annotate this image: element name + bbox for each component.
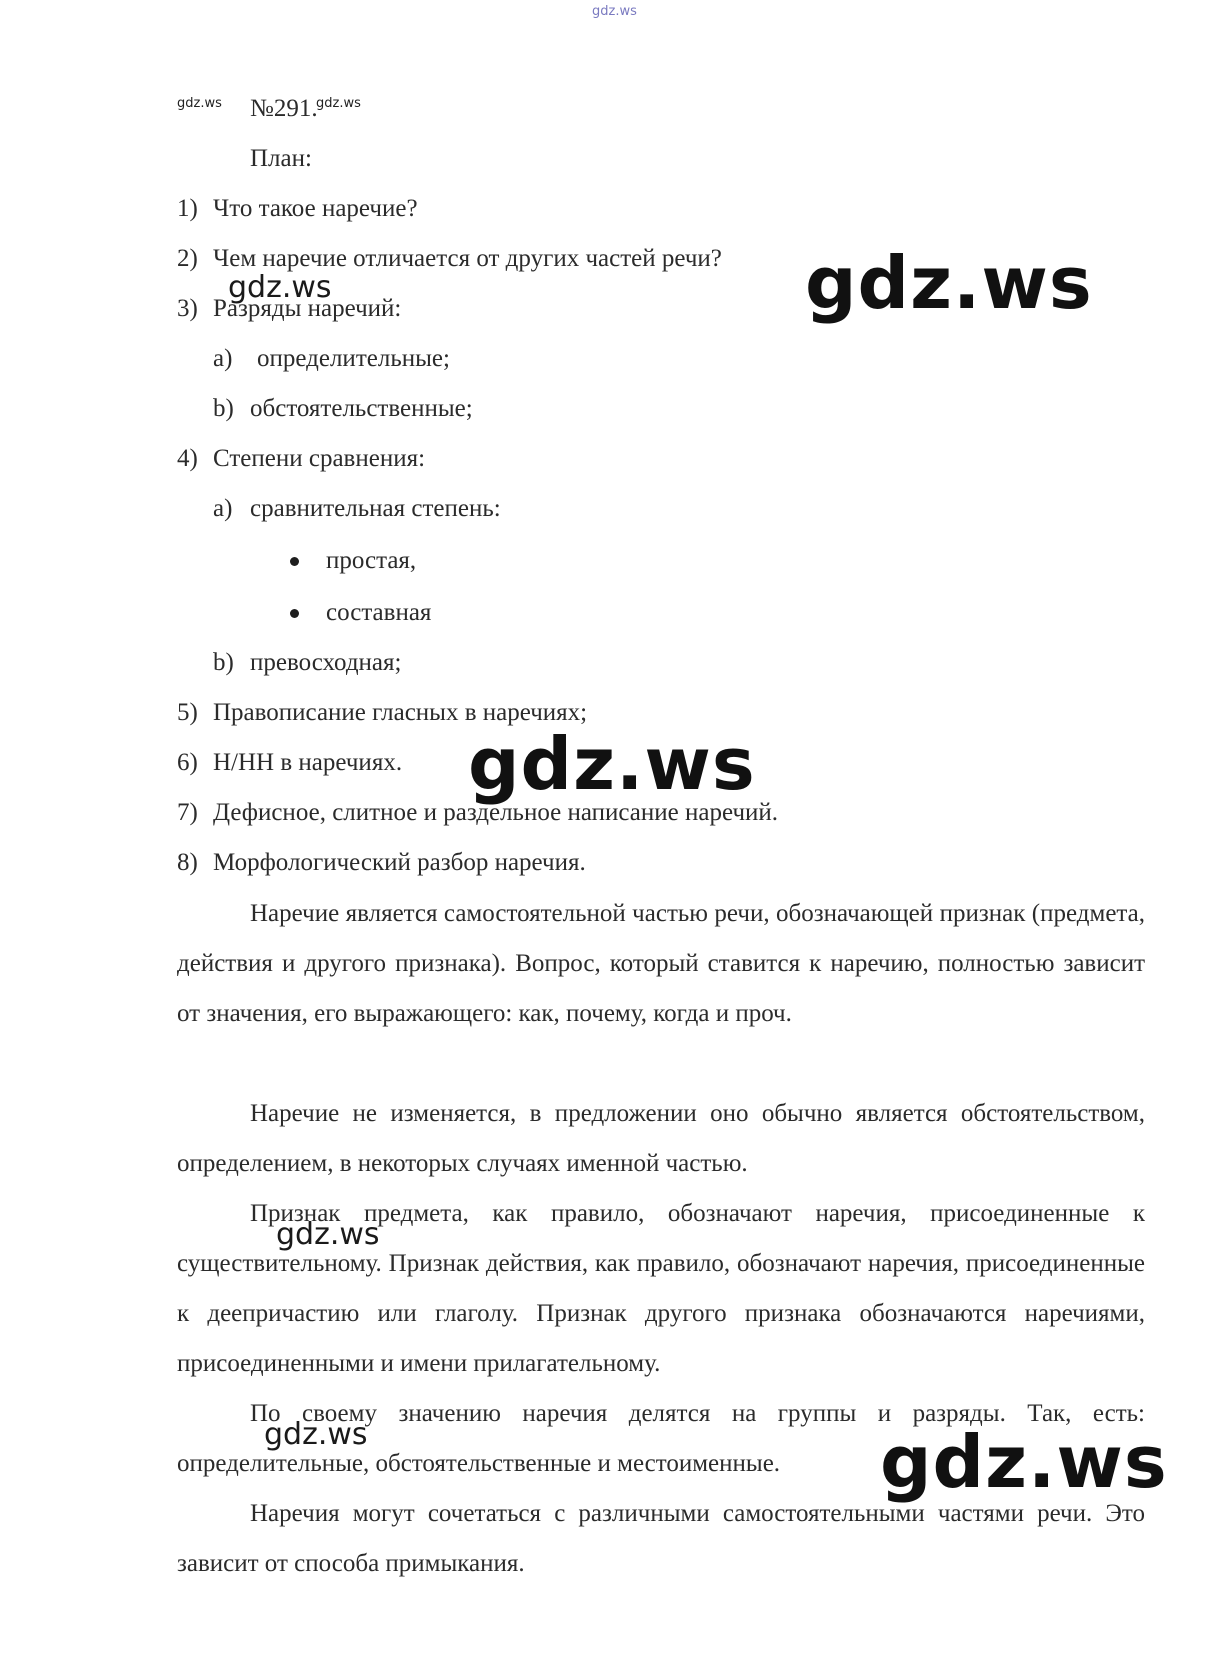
- watermark-small-left: gdz.ws: [177, 96, 222, 111]
- plan-item-7: [177, 797, 779, 829]
- paragraph-4: По своему значению наречия делятся на группы и разряды. Так, есть: определительные, обстоятельственные и местоименные.: [177, 1400, 1145, 1477]
- plan-item-text: Чем наречие отличается от других частей речи?: [213, 245, 722, 272]
- plan-item-number: 8): [177, 849, 198, 876]
- watermark-top: gdz.ws: [592, 4, 637, 19]
- paragraph-3: Признак предмета, как правило, обозначают наречия, присоединенные к существительному. Признак действия, как правило, обозначают наречия, присоединенные к деепричастию или глаголу. Признак другого признака обозначаются наречиями, присоединенными и имени прилагательному.: [177, 1200, 1145, 1377]
- plan-bullet-1: простая,: [326, 547, 417, 574]
- plan-item-text: обстоятельственные;: [250, 395, 473, 422]
- watermark-mid-1: gdz.ws: [228, 270, 332, 305]
- paragraph-1: Наречие является самостоятельной частью речи, обозначающей признак (предмета, действия и другого признака). Вопрос, который ставится к наречию, полностью зависит от значения, его выражающего: как, почему, когда и проч.: [177, 900, 1145, 1027]
- plan-item-text: сравнительная степень:: [250, 495, 501, 522]
- plan-item-text: Разряды наречий:: [213, 295, 402, 322]
- watermark-small-right: gdz.ws: [316, 96, 361, 111]
- plan-item-1: [177, 193, 418, 225]
- plan-item-number: 7): [177, 799, 198, 826]
- plan-item-4b: [213, 647, 402, 679]
- plan-item-5: [177, 697, 588, 729]
- plan-item-number: 2): [177, 245, 198, 272]
- plan-item-number: 3): [177, 295, 198, 322]
- watermark-big-1: gdz.ws: [805, 241, 1093, 325]
- bullet-icon: [290, 557, 299, 566]
- bullet-icon: [290, 609, 299, 618]
- plan-item-text: определительные;: [257, 345, 450, 372]
- plan-item-4: [177, 443, 426, 475]
- plan-item-number: 6): [177, 749, 198, 776]
- plan-heading: План:: [250, 145, 312, 172]
- plan-item-8: [177, 847, 586, 879]
- plan-item-letter: b): [213, 649, 234, 676]
- plan-item-number: 1): [177, 195, 198, 222]
- paragraph-5: Наречия могут сочетаться с различными самостоятельными частями речи. Это зависит от способа примыкания.: [177, 1500, 1145, 1577]
- plan-item-2: [177, 243, 722, 275]
- plan-item-6: [177, 747, 403, 779]
- plan-item-3a: [213, 343, 450, 375]
- watermark-mid-3: gdz.ws: [264, 1417, 368, 1452]
- plan-item-number: 4): [177, 445, 198, 472]
- task-number: №291.: [250, 95, 318, 122]
- plan-item-text: Что такое наречие?: [213, 195, 418, 222]
- plan-item-text: Морфологический разбор наречия.: [213, 849, 586, 876]
- watermark-mid-2: gdz.ws: [276, 1217, 380, 1252]
- plan-item-letter: a): [213, 345, 233, 372]
- plan-item-letter: a): [213, 495, 233, 522]
- watermark-big-2: gdz.ws: [468, 722, 756, 806]
- paragraph-2: Наречие не изменяется, в предложении оно обычно является обстоятельством, определением, в некоторых случаях именной частью.: [177, 1100, 1145, 1177]
- plan-item-text: превосходная;: [250, 649, 402, 676]
- plan-item-text: Дефисное, слитное и раздельное написание наречий.: [213, 799, 779, 826]
- plan-item-letter: b): [213, 395, 234, 422]
- plan-item-text: Н/НН в наречиях.: [213, 749, 403, 776]
- plan-item-3b: [213, 393, 473, 425]
- plan-bullet-2: составная: [326, 599, 432, 626]
- plan-item-text: Степени сравнения:: [213, 445, 426, 472]
- plan-item-4a: [213, 493, 501, 525]
- watermark-big-3: gdz.ws: [880, 1420, 1168, 1504]
- plan-item-text: Правописание гласных в наречиях;: [213, 699, 588, 726]
- plan-item-number: 5): [177, 699, 198, 726]
- plan-item-3: [177, 293, 402, 325]
